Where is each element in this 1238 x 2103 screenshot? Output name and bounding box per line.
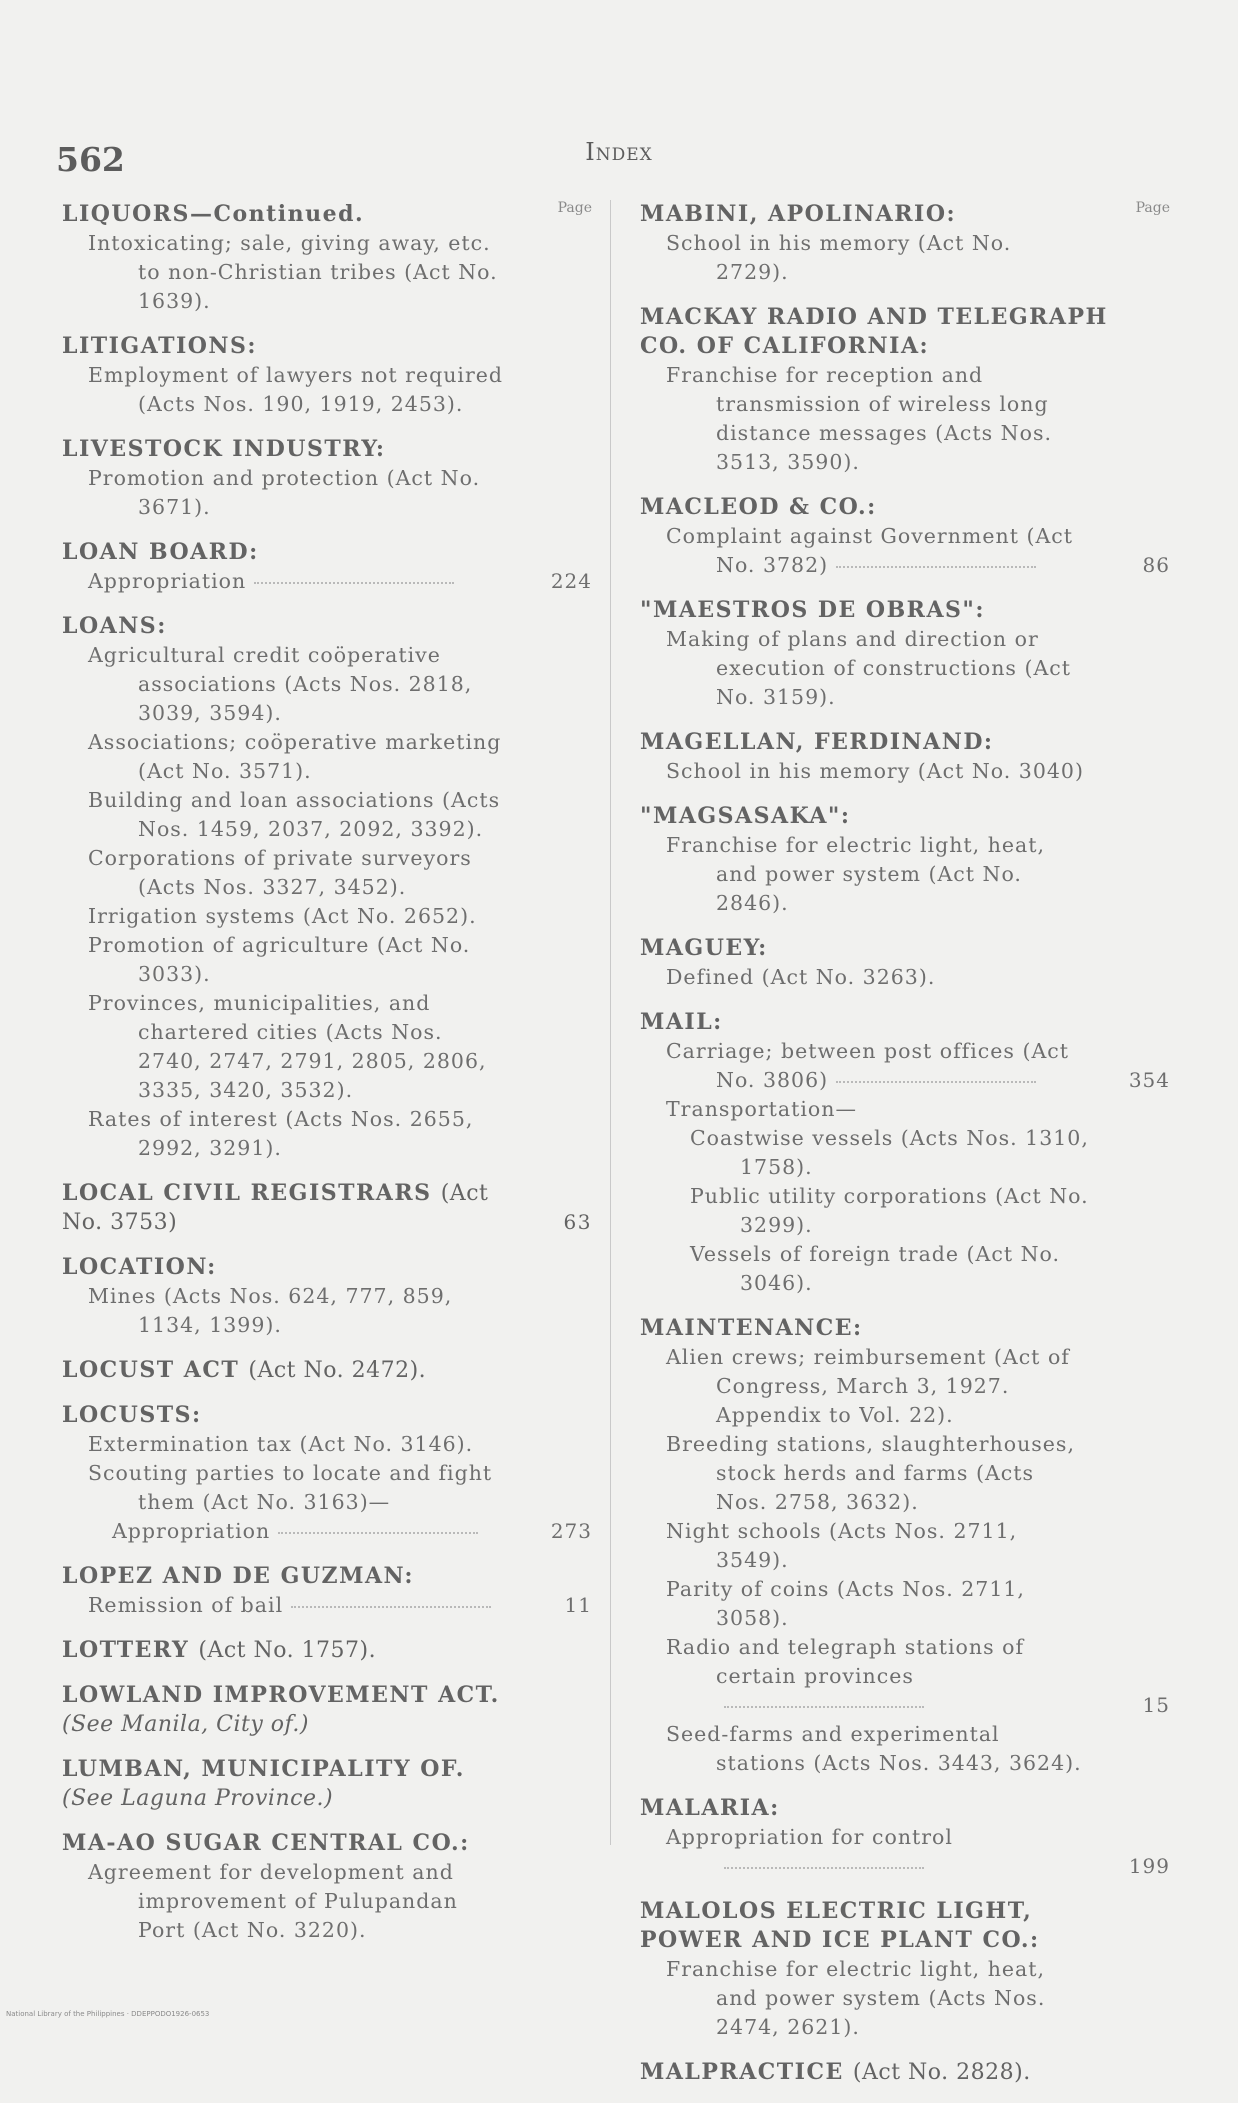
subentry — [640, 625, 1170, 712]
subentry-text: Provinces, municipalities, and chartered cities (Acts Nos. 2740, 2747, 2791, 2805, 2806, 3335, 3420, 3532). — [88, 991, 487, 1102]
index-heading — [640, 934, 1170, 963]
subentry-text: Promotion of agriculture (Act No. 3033). — [88, 933, 471, 986]
index-entry — [640, 728, 1170, 786]
heading-text: LUMBAN, MUNICIPALITY OF. — [62, 1756, 465, 1782]
index-entry — [640, 802, 1170, 918]
subentry-text: Associations; coöperative marketing (Act No. 3571). — [88, 730, 502, 783]
heading-text: LOTTERY — [62, 1637, 190, 1663]
subentry — [640, 1823, 1170, 1881]
subentry — [62, 1282, 592, 1340]
see-reference: (See Manila, City of.) — [62, 1712, 309, 1737]
index-heading — [62, 1755, 592, 1813]
heading-note: (Act No. 2828). — [852, 2060, 1031, 2085]
subentry-text: Vessels of foreign trade (Act No. 3046). — [690, 1242, 1061, 1295]
index-entry — [640, 1008, 1170, 1298]
heading-text: "MAGSASAKA": — [640, 803, 851, 829]
subentry — [62, 1105, 592, 1163]
index-heading — [62, 435, 592, 464]
subentry — [62, 1591, 592, 1620]
left-column — [62, 200, 592, 1961]
dot-leader — [278, 1531, 478, 1534]
subentry-text: Night schools (Acts Nos. 2711, 3549). — [666, 1519, 1018, 1572]
subentry-text: Alien crews; reimbursement (Act of Congress, March 3, 1927. Appendix to Vol. 22). — [666, 1345, 1070, 1427]
index-entry — [62, 1562, 592, 1620]
subentry — [62, 1858, 592, 1945]
heading-text: MACLEOD & CO.: — [640, 494, 877, 520]
heading-text: LITIGATIONS: — [62, 333, 258, 359]
subentry — [640, 1575, 1170, 1633]
see-reference: (See Laguna Province.) — [62, 1786, 334, 1811]
index-entry — [640, 200, 1170, 287]
index-entry — [62, 1253, 592, 1340]
subentry-text: Transportation— — [666, 1097, 857, 1121]
index-heading — [640, 596, 1170, 625]
subentry — [640, 1095, 1170, 1124]
page-reference: 199 — [1128, 1854, 1170, 1878]
subentry — [640, 1037, 1170, 1095]
index-heading — [640, 2058, 1170, 2087]
subentry — [62, 229, 592, 316]
subentry-text: Defined (Act No. 3263). — [666, 965, 936, 989]
index-entry — [62, 332, 592, 419]
subentry — [640, 1124, 1170, 1182]
subentry-text: Mines (Acts Nos. 624, 777, 859, 1134, 1399). — [88, 1284, 453, 1337]
subentry-text: Franchise for reception and transmission of wireless long distance messages (Acts Nos. 3513, 3590). — [666, 363, 1052, 474]
index-heading — [62, 1562, 592, 1591]
index-entry — [62, 538, 592, 596]
subentry-text: Employment of lawyers not required (Acts Nos. 190, 1919, 2453). — [88, 363, 504, 416]
index-entry — [62, 1681, 592, 1739]
subentry — [640, 1633, 1170, 1720]
subentry-text: Appropriation for control — [666, 1825, 953, 1849]
column-divider — [610, 200, 611, 1845]
scan-footer: National Library of the Philippines · DDEPPODO1926-0653 — [6, 2010, 210, 2018]
heading-note: (Act No. 1757). — [198, 1638, 377, 1663]
index-entry — [62, 612, 592, 1163]
subentry-text: Radio and telegraph stations of certain provinces — [666, 1635, 1025, 1688]
heading-text: MAINTENANCE: — [640, 1315, 863, 1341]
subentry-text: Irrigation systems (Act No. 2652). — [88, 904, 477, 928]
page-column-label: Page — [557, 200, 592, 216]
heading-text: "MAESTROS DE OBRAS": — [640, 597, 985, 623]
index-heading — [62, 538, 592, 567]
subentry — [62, 989, 592, 1105]
index-heading — [62, 200, 592, 229]
subentry — [640, 963, 1170, 992]
heading-text: LOWLAND IMPROVEMENT ACT. — [62, 1682, 500, 1708]
right-column — [640, 200, 1170, 2103]
index-entry — [62, 1636, 592, 1665]
index-entry — [62, 1755, 592, 1813]
index-heading — [62, 1681, 592, 1739]
subentry-text: Franchise for electric light, heat, and power system (Acts Nos. 2474, 2621). — [666, 1957, 1046, 2039]
subentry-text: Extermination tax (Act No. 3146). — [88, 1432, 474, 1456]
dot-leader — [724, 1866, 924, 1869]
subentry — [62, 464, 592, 522]
index-entry — [640, 2058, 1170, 2087]
heading-text: MAGUEY: — [640, 935, 768, 961]
heading-note: (Act No. 2472). — [248, 1358, 427, 1383]
subentry — [62, 567, 592, 596]
dot-leader — [724, 1705, 924, 1708]
index-heading — [62, 1179, 592, 1237]
index-entry — [640, 1314, 1170, 1778]
heading-text: LOCATION: — [62, 1254, 217, 1280]
subentry-text: Carriage; between post offices (Act No. 3806) — [666, 1039, 1069, 1092]
subentry — [62, 786, 592, 844]
subentry — [62, 1430, 592, 1459]
page-number: 562 — [56, 140, 125, 179]
heading-text: LIVESTOCK INDUSTRY: — [62, 436, 386, 462]
subentry — [62, 361, 592, 419]
heading-text: MAIL: — [640, 1009, 723, 1035]
index-entry — [640, 493, 1170, 580]
subentry — [640, 831, 1170, 918]
index-entry — [62, 1401, 592, 1546]
index-heading — [640, 1314, 1170, 1343]
subentry-text: School in his memory (Act No. 3040) — [666, 759, 1084, 783]
page-column-label: Page — [1135, 200, 1170, 216]
index-entry — [62, 1356, 592, 1385]
page-reference: 224 — [550, 569, 592, 593]
subentry-text: School in his memory (Act No. 2729). — [666, 231, 1012, 284]
index-entry — [640, 596, 1170, 712]
index-entry — [62, 1179, 592, 1237]
subentry — [640, 1343, 1170, 1430]
subentry — [62, 844, 592, 902]
dot-leader — [254, 581, 454, 584]
heading-note: (Act No. 3753) — [62, 1181, 489, 1235]
subentry-text: Franchise for electric light, heat, and power system (Act No. 2846). — [666, 833, 1046, 915]
left-entries — [62, 200, 592, 1945]
page-reference: 63 — [563, 1210, 592, 1234]
heading-text: MA-AO SUGAR CENTRAL CO.: — [62, 1830, 470, 1856]
subentry — [62, 1459, 592, 1517]
page-reference: 86 — [1142, 553, 1170, 577]
index-entry — [640, 303, 1170, 477]
index-entry — [640, 1794, 1170, 1881]
heading-text: LOANS: — [62, 613, 167, 639]
subentry-text: Promotion and protection (Act No. 3671). — [88, 466, 481, 519]
heading-text: LOCAL CIVIL REGISTRARS — [62, 1180, 432, 1206]
index-heading — [640, 1794, 1170, 1823]
subentry — [640, 229, 1170, 287]
heading-text: MAGELLAN, FERDINAND: — [640, 729, 994, 755]
subentry — [62, 728, 592, 786]
subentry — [62, 641, 592, 728]
heading-text: LOCUST ACT — [62, 1357, 240, 1383]
index-heading — [62, 1829, 592, 1858]
page-reference: 11 — [564, 1593, 592, 1617]
subentry — [640, 1182, 1170, 1240]
subentry — [640, 1517, 1170, 1575]
page-reference: 273 — [550, 1519, 592, 1543]
heading-text: LOAN BOARD: — [62, 539, 259, 565]
subentry — [62, 931, 592, 989]
subentry — [640, 1240, 1170, 1298]
subentry-text: Building and loan associations (Acts Nos. 1459, 2037, 2092, 3392). — [88, 788, 501, 841]
heading-text: LOCUSTS: — [62, 1402, 202, 1428]
index-entry — [62, 200, 592, 316]
subentry-text: Agreement for development and improvement of Pulupandan Port (Act No. 3220). — [88, 1860, 458, 1942]
page-title: Index — [585, 138, 653, 166]
dot-leader — [836, 1080, 1036, 1083]
subentry — [62, 902, 592, 931]
subentry-text: Breeding stations, slaughterhouses, stock herds and farms (Acts Nos. 2758, 3632). — [666, 1432, 1075, 1514]
subentry — [640, 1720, 1170, 1778]
heading-text: MACKAY RADIO AND TELEGRAPH CO. OF CALIFORNIA: — [640, 304, 1108, 359]
index-heading — [640, 1897, 1170, 1955]
heading-text: MALOLOS ELECTRIC LIGHT, POWER AND ICE PLANT CO.: — [640, 1898, 1040, 1953]
subentry-text: Complaint against Government (Act No. 3782) — [666, 524, 1073, 577]
right-entries — [640, 200, 1170, 2087]
heading-text: LOPEZ AND DE GUZMAN: — [62, 1563, 414, 1589]
index-heading — [62, 332, 592, 361]
dot-leader — [836, 565, 1036, 568]
index-heading — [62, 1636, 592, 1665]
index-entry — [62, 435, 592, 522]
subentry — [640, 1955, 1170, 2042]
index-heading — [640, 303, 1170, 361]
heading-text: MALPRACTICE — [640, 2059, 844, 2085]
index-heading — [62, 612, 592, 641]
subentry-text: Scouting parties to locate and fight them (Act No. 3163)— — [88, 1461, 493, 1514]
subentry-text: Seed-farms and experimental stations (Acts Nos. 3443, 3624). — [666, 1722, 1082, 1775]
subentry-text: Rates of interest (Acts Nos. 2655, 2992, 3291). — [88, 1107, 474, 1160]
subentry-text: Remission of bail — [88, 1593, 284, 1617]
subentry — [640, 361, 1170, 477]
subentry-text: Agricultural credit coöperative associations (Acts Nos. 2818, 3039, 3594). — [88, 643, 473, 725]
index-heading — [640, 728, 1170, 757]
index-heading — [640, 200, 1170, 229]
index-heading — [640, 493, 1170, 522]
page-reference: 15 — [1142, 1693, 1170, 1717]
index-entry — [62, 1829, 592, 1945]
subentry-text: Public utility corporations (Act No. 3299). — [690, 1184, 1089, 1237]
index-heading — [640, 802, 1170, 831]
page-reference: 354 — [1128, 1068, 1170, 1092]
subentry-text: Parity of coins (Acts Nos. 2711, 3058). — [666, 1577, 1025, 1630]
subentry — [640, 757, 1170, 786]
subentry — [640, 522, 1170, 580]
index-entry — [640, 1897, 1170, 2042]
index-heading — [640, 1008, 1170, 1037]
heading-text: MABINI, APOLINARIO: — [640, 201, 957, 227]
subentry-text: Coastwise vessels (Acts Nos. 1310, 1758). — [690, 1126, 1089, 1179]
subentry — [62, 1517, 592, 1546]
index-entry — [640, 934, 1170, 992]
subentry-text: Intoxicating; sale, giving away, etc. to non-Christian tribes (Act No. 1639). — [88, 231, 498, 313]
subentry-text: Making of plans and direction or execution of constructions (Act No. 3159). — [666, 627, 1071, 709]
index-heading — [62, 1253, 592, 1282]
index-heading — [62, 1401, 592, 1430]
subentry-text: Appropriation — [88, 569, 247, 593]
subentry-text: Appropriation — [112, 1519, 271, 1543]
dot-leader — [291, 1605, 491, 1608]
subentry — [640, 1430, 1170, 1517]
heading-text: LIQUORS—Continued. — [62, 201, 365, 227]
heading-text: MALARIA: — [640, 1795, 780, 1821]
subentry-text: Corporations of private surveyors (Acts Nos. 3327, 3452). — [88, 846, 472, 899]
index-heading — [62, 1356, 592, 1385]
